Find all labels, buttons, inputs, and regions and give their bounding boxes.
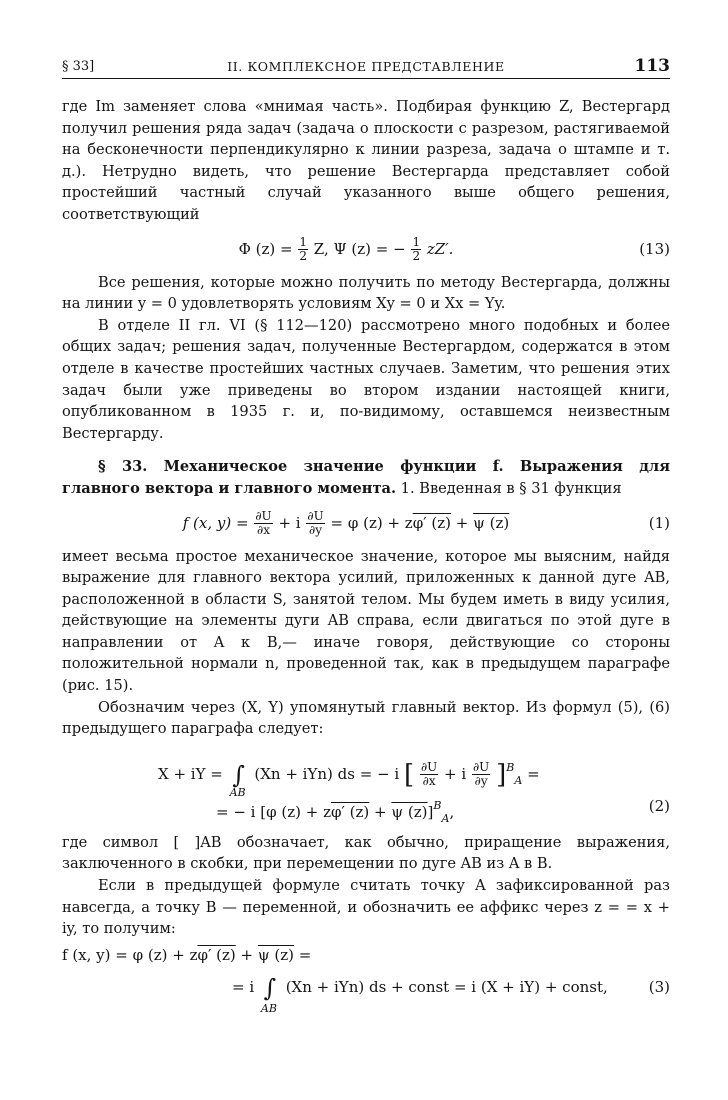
eq2-line-2: = − i [φ (z) + zφ′ (z) + ψ (z)]$^B_A$, bbox=[216, 798, 455, 825]
paragraph-symbol: где символ [ ]AB обозначает, как обычно, приращение выражения, заключенного в скобки, при перемещении по дуге AB из A в B. bbox=[62, 833, 670, 873]
integral-sign: ∫ AB bbox=[229, 760, 246, 799]
paragraph-mechanical: имеет весьма простое механическое значение, которое мы выясним, найдя выражение для главного вектора усилий, приложенных к данной дуге AB, расположенной в области S, занятой телом. Мы будем иметь в виду усилия, действующие на элементы дуги AB справа, если двигаться по этой дуге в направлении от A к B,— иначе говоря, действующие со стороны положительной нормали n, проведенной так, как в предыдущем параграфе (рис. 15). bbox=[62, 547, 670, 695]
running-head bbox=[62, 56, 670, 78]
eq13-frac-2: $\frac{1}{2}$ bbox=[412, 235, 421, 264]
equation-number-1: (1) bbox=[648, 513, 670, 532]
equation-2 bbox=[62, 748, 670, 826]
eq13-frac-1: $\frac{1}{2}$ bbox=[299, 235, 308, 264]
eq1-plus-i: + i bbox=[278, 513, 301, 532]
eq2-line-1: X + iY = ∫ AB (Xn + iYn) ds = − i [ $\frac{\partial U}{\partial x}$ + i $\frac{\partial U}{\partial y}$ ]$^B_A$ = bbox=[158, 750, 540, 799]
eq1-phibar: φ′ (z) bbox=[412, 513, 452, 532]
equation-number-13: (13) bbox=[639, 239, 670, 258]
paragraph-westergaard: где Im заменяет слова «мнимая часть». Подбирая функцию Z, Вестергард получил решения ряда задач (задача о плоскости с разрезом, растягиваемой на бесконечности перпендикулярно к линии разреза, задача о штампе и т. д.). Нетрудно видеть, что решение Вестергарда представляет собой простейший частный случай указанного выше общего решения, соответствующий bbox=[62, 98, 670, 223]
eq1-frac-dudx: $\frac{\partial U}{\partial x}$ bbox=[255, 509, 272, 537]
eq13-rhs: zZ′. bbox=[426, 239, 454, 258]
equation-number-3: (3) bbox=[648, 977, 670, 996]
paragraph-conditions: Все решения, которые можно получить по методу Вестергарда, должны на линии y = 0 удовлетворять условиям Xy = 0 и Xx = Yy. bbox=[62, 273, 670, 313]
paragraph-section-ii: В отделе II гл. VI (§ 112—120) рассмотрено много подобных и более общих задач; решения задач, полученные Вестергардом, содержатся в этом отделе в качестве простейших частных случаев. Заметим, что решения этих задач были уже приведены во втором издании настоящей книги, опубликованном в 1935 г. и, по-видимому, оставшемся неизвестным Вестергарду. bbox=[62, 316, 670, 442]
body-text bbox=[62, 96, 670, 1014]
section-33-heading-paragraph bbox=[62, 456, 670, 499]
header-rule bbox=[62, 78, 670, 79]
paragraph-fixed-point: Если в предыдущей формуле считать точку A зафиксированной раз навсегда, а точку B — переменной, и обозначить ее аффикс через z = = x + iy, то получим: bbox=[62, 877, 670, 938]
section-intro: 1. Введенная в § 31 функция bbox=[396, 479, 622, 497]
equation-number-2: (2) bbox=[648, 796, 670, 815]
equation-3 bbox=[62, 942, 670, 1014]
equation-13 bbox=[62, 234, 670, 264]
eq1-psibar: ψ (z) bbox=[473, 513, 510, 532]
section-heading: § 33. Механическое значение функции f. Выражения для главного вектора и главного момента. bbox=[62, 458, 670, 497]
paragraph-main-vector: Обозначим через (X, Y) упомянутый главный вектор. Из формул (5), (6) предыдущего параграфа следует: bbox=[62, 698, 670, 738]
eq1-frac-dudy: $\frac{\partial U}{\partial y}$ bbox=[307, 509, 324, 537]
eq3-line-1: f (x, y) = φ (z) + zφ′ (z) + ψ (z) = bbox=[62, 945, 312, 964]
equation-1: f (x, y) = $\frac{\partial U}{\partial x}$ + i $\frac{\partial U}{\partial y}$ = φ (z) + zφ′ (z) + ψ (z) (1) bbox=[182, 509, 670, 537]
book-page bbox=[62, 56, 670, 1086]
eq13-mid: Z, Ψ (z) = − bbox=[313, 239, 406, 258]
header-section: § 33] bbox=[62, 59, 95, 74]
header-title: II. КОМПЛЕКСНОЕ ПРЕДСТАВЛЕНИЕ bbox=[227, 59, 505, 74]
eq1-lhs: f (x, y) = bbox=[182, 513, 249, 532]
eq1-eq: = φ (z) + z bbox=[330, 513, 413, 532]
eq13-lhs: Φ (z) = bbox=[238, 239, 293, 258]
page-number: 113 bbox=[634, 56, 670, 76]
eq3-line-2: = i ∫ AB (Xn + iYn) ds + const = i (X + iY) + const, bbox=[232, 973, 608, 1015]
